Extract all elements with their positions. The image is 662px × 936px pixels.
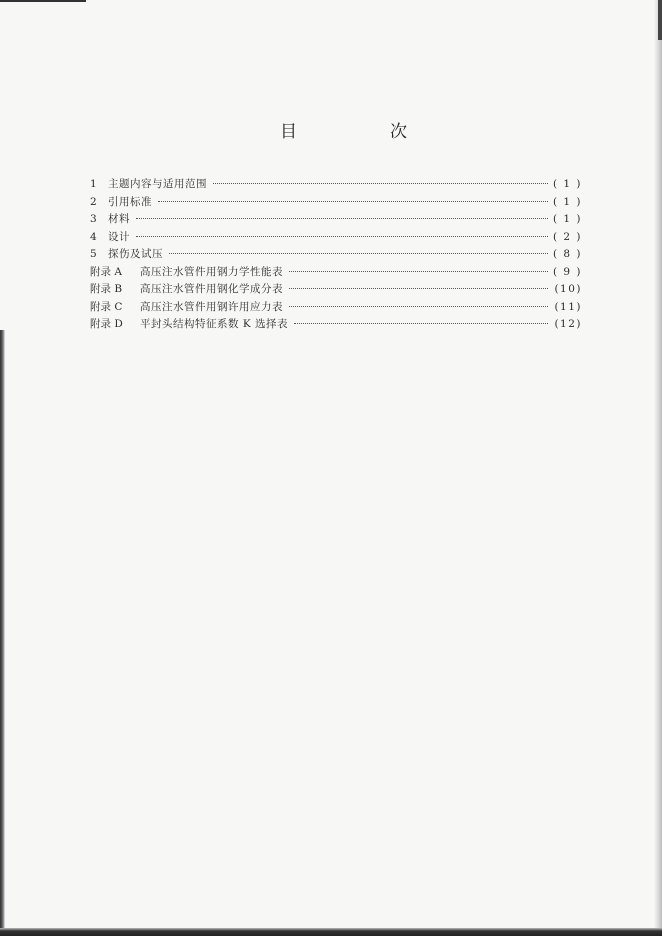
toc-label: 高压注水管件用钢力学性能表 [140,265,283,278]
table-of-contents [90,176,582,334]
toc-page: ( 8 ) [552,248,582,260]
toc-page: (11) [554,300,582,313]
toc-label: 材料 [108,213,130,225]
toc-entry-appendix-a[interactable] [90,264,582,282]
toc-label: 探伤及试压 [108,248,163,260]
toc-label: 高压注水管件用钢化学成分表 [140,283,283,295]
toc-number: 4 [90,230,97,243]
toc-label: 设计 [108,230,130,243]
dot-leader [158,201,548,202]
toc-page: (12) [554,318,582,330]
toc-number: 附录 D [90,318,123,330]
scan-edge-bottom [0,928,662,936]
toc-entry-4[interactable] [90,229,582,247]
toc-entry-appendix-b[interactable] [90,281,582,299]
toc-number: 附录 C [90,300,123,313]
scan-edge-right [654,0,662,936]
dot-leader [169,253,548,254]
dot-leader [136,236,548,237]
toc-label: 引用标准 [108,195,152,208]
toc-entry-2[interactable] [90,194,582,212]
toc-number: 3 [90,213,97,225]
toc-label: 高压注水管件用钢许用应力表 [140,300,283,313]
toc-label: 平封头结构特征系数 K 选择表 [140,318,289,330]
toc-number: 5 [90,248,97,260]
scan-edge-left [0,330,5,936]
toc-number: 附录 A [90,265,122,278]
toc-entry-5[interactable] [90,246,582,264]
toc-entry-1[interactable] [90,176,582,194]
page-title: 目 次 [280,122,445,142]
toc-page: ( 1 ) [552,213,582,225]
dot-leader [289,306,548,307]
toc-page: ( 1 ) [552,195,582,208]
dot-leader [289,271,548,272]
toc-number: 附录 B [90,283,123,295]
toc-page: ( 1 ) [552,178,582,190]
toc-entry-appendix-c[interactable] [90,299,582,317]
scan-notch-right [658,0,662,40]
toc-page: (10) [554,283,582,295]
dot-leader [213,183,548,184]
dot-leader [294,323,548,324]
dot-leader [289,288,548,289]
toc-page: ( 2 ) [552,230,582,243]
toc-entry-appendix-d[interactable] [90,316,582,334]
toc-page: ( 9 ) [552,265,582,278]
dot-leader [136,218,548,219]
toc-number: 1 [90,178,97,190]
scan-edge-top [0,0,86,2]
toc-number: 2 [90,195,97,208]
toc-label: 主题内容与适用范围 [108,178,207,190]
toc-entry-3[interactable] [90,211,582,229]
